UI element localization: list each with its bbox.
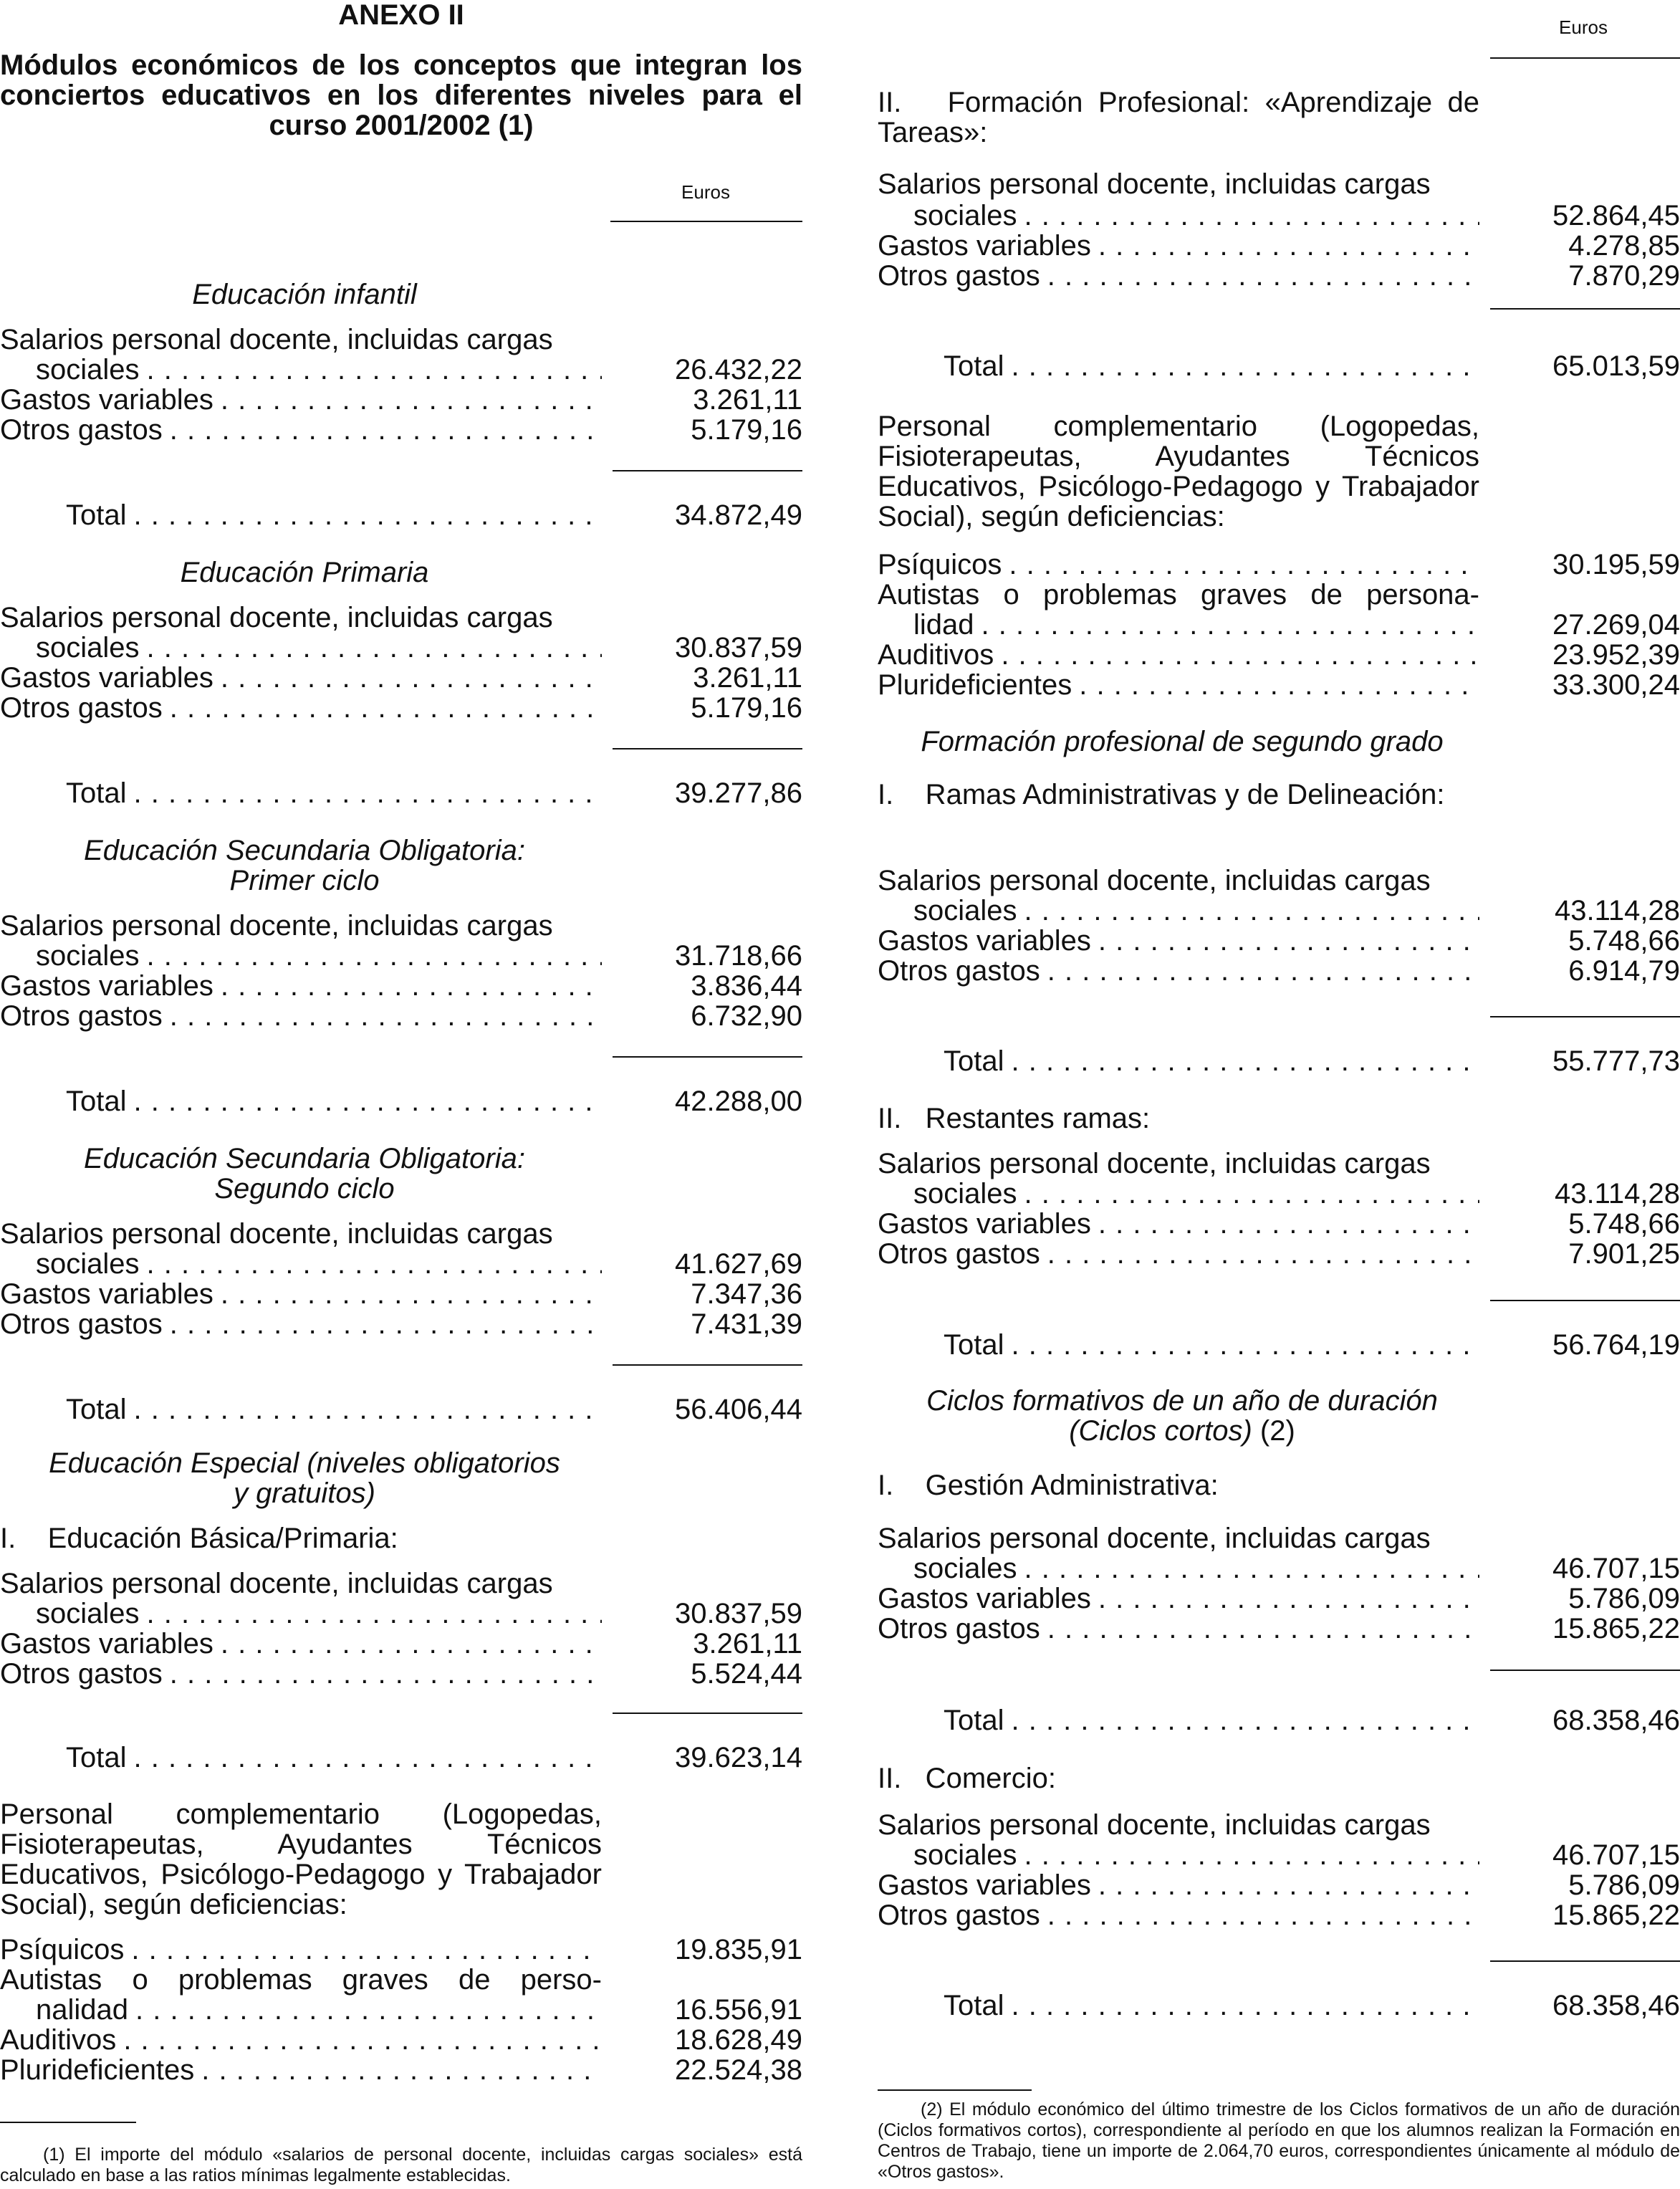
- total-row: [878, 1991, 1680, 2021]
- row-label: Otros gastos: [878, 1613, 1040, 1644]
- salarios-label-line1: Salarios personal docente, incluidas cargas: [0, 910, 553, 942]
- row-value: 7.870,29: [1568, 260, 1680, 292]
- row-label: Plurideficientes: [878, 669, 1072, 701]
- section-subtitle-ciclos-cortos: [878, 1416, 1487, 1446]
- row-label: Auditivos: [878, 639, 994, 671]
- subsection-aprendizaje-de-tareas: II. Formación Profesional: «Aprendizaje de Tareas»:: [878, 87, 1487, 148]
- leader-dots: [140, 355, 602, 385]
- row-value: 31.718,66: [675, 940, 802, 972]
- leader-dots: [127, 778, 603, 808]
- row-value: 46.707,15: [1552, 1839, 1680, 1871]
- row-label: Gastos variables: [878, 925, 1091, 957]
- row-value: 30.837,59: [675, 632, 802, 664]
- leader-dots: [128, 1995, 602, 2025]
- footnote-rule: [878, 2089, 1032, 2091]
- row-value: 23.952,39: [1552, 639, 1680, 671]
- leader-dots: [974, 610, 1479, 640]
- otros-gastos-row: [878, 261, 1680, 291]
- plurideficientes-row: [0, 2055, 802, 2085]
- gastos-variables-row: [0, 385, 802, 415]
- leader-dots: [140, 633, 602, 663]
- leader-dots: [213, 1279, 602, 1309]
- total-rule: [613, 1713, 802, 1714]
- otros-gastos-row: [0, 693, 802, 723]
- row-value: 5.179,16: [691, 414, 802, 446]
- leader-dots: [1091, 926, 1479, 956]
- gastos-variables-row: [878, 926, 1680, 956]
- row-value: 39.277,86: [675, 777, 802, 809]
- row-label: Gastos variables: [0, 970, 213, 1002]
- total-rule: [1490, 1960, 1680, 1962]
- total-rule: [1490, 1016, 1680, 1017]
- leader-dots: [213, 1629, 602, 1659]
- leader-dots: [1004, 1330, 1480, 1360]
- autistas-label-line1: Autistas o problemas graves de perso-: [0, 1964, 602, 1996]
- row-value: 7.347,36: [691, 1278, 802, 1310]
- section-title-eso-primer-ciclo: Educación Secundaria Obligatoria:: [84, 835, 525, 866]
- document-title: Módulos económicos de los conceptos que integran los conciertos educativos en los diferentes niveles para el curso 2001/2002 (1): [0, 49, 802, 141]
- gastos-variables-row: [0, 971, 802, 1001]
- row-label: Psíquicos: [878, 549, 1002, 580]
- leader-dots: [1040, 1239, 1479, 1269]
- personal-complementario-text: Personal complementario (Logopedas, Fisioterapeutas, Ayudantes Técnicos Educativos, Psicólogo-Pedagogo y Trabajador Social), según deficiencias:: [878, 411, 1479, 532]
- section-title-educacion-primaria: Educación Primaria: [180, 557, 429, 588]
- otros-gastos-row: [878, 956, 1680, 986]
- gastos-variables-row: [0, 1279, 802, 1309]
- leader-dots: [213, 385, 602, 415]
- row-value: 6.732,90: [691, 1000, 802, 1032]
- section-subtitle-educacion-especial: y gratuitos): [234, 1477, 375, 1509]
- section-title-educacion-especial: Educación Especial (niveles obligatorios: [49, 1447, 560, 1479]
- section-title-eso-segundo-ciclo: Educación Secundaria Obligatoria:: [84, 1143, 525, 1174]
- row-label: Total: [944, 1990, 1004, 2021]
- row-label: Otros gastos: [0, 414, 163, 446]
- euros-rule: [1490, 57, 1680, 59]
- row-label: Auditivos: [0, 2024, 117, 2056]
- salarios-label-line1: Salarios personal docente, incluidas cargas: [878, 1148, 1431, 1179]
- total-row: [878, 1705, 1680, 1735]
- total-rule: [613, 1364, 802, 1366]
- row-value: 26.432,22: [675, 354, 802, 385]
- leader-dots: [127, 500, 603, 530]
- leader-dots: [1040, 1900, 1479, 1930]
- row-label: Total: [66, 1394, 127, 1425]
- row-value: 16.556,91: [675, 1994, 802, 2026]
- row-value: 68.358,46: [1552, 1705, 1680, 1736]
- euros-rule: [610, 221, 802, 222]
- leader-dots: [1017, 1553, 1479, 1584]
- leader-dots: [1091, 231, 1479, 261]
- row-label: Otros gastos: [0, 1658, 163, 1690]
- row-value: 6.914,79: [1568, 955, 1680, 987]
- row-value: 27.269,04: [1552, 609, 1680, 641]
- leader-dots: [163, 693, 602, 723]
- salarios-label-line1: Salarios personal docente, incluidas cargas: [0, 1568, 553, 1599]
- row-value: 43.114,28: [1555, 895, 1680, 926]
- total-rule: [1490, 1300, 1680, 1301]
- row-label: Otros gastos: [878, 1900, 1040, 1931]
- total-rule: [1490, 1670, 1680, 1671]
- leader-dots: [194, 2055, 602, 2085]
- row-label: Total: [944, 1045, 1004, 1077]
- total-rule: [613, 470, 802, 471]
- row-value: 5.786,09: [1568, 1869, 1680, 1901]
- leader-dots: [1091, 1209, 1479, 1239]
- leader-dots: [1017, 201, 1479, 231]
- total-row: [0, 500, 802, 530]
- salarios-label-line1: Salarios personal docente, incluidas cargas: [0, 324, 553, 355]
- autistas-row: [0, 1995, 802, 2025]
- subsection-educacion-basica: I. Educación Básica/Primaria:: [0, 1523, 398, 1554]
- otros-gastos-row: [0, 415, 802, 445]
- row-value: 5.748,66: [1568, 1208, 1680, 1240]
- row-label: Otros gastos: [878, 955, 1040, 987]
- row-value: 5.786,09: [1568, 1583, 1680, 1614]
- row-value: 7.431,39: [691, 1308, 802, 1340]
- row-value: 33.300,24: [1552, 669, 1680, 701]
- otros-gastos-row: [878, 1614, 1680, 1644]
- subsection-restantes-ramas: II. Restantes ramas:: [878, 1103, 1151, 1134]
- row-value: 56.406,44: [675, 1394, 802, 1425]
- leader-dots: [127, 1086, 603, 1116]
- section-title-ciclos-formativos: Ciclos formativos de un año de duración: [926, 1385, 1438, 1417]
- leader-dots: [116, 2025, 602, 2055]
- leader-dots: [127, 1394, 603, 1424]
- row-label: sociales: [913, 1553, 1017, 1584]
- personal-complementario-text: Personal complementario (Logopedas, Fisioterapeutas, Ayudantes Técnicos Educativos, Psicólogo-Pedagogo y Trabajador Social), según deficiencias:: [0, 1798, 602, 1920]
- otros-gastos-row: [878, 1239, 1680, 1269]
- salarios-label-line1: Salarios personal docente, incluidas cargas: [878, 1809, 1431, 1841]
- row-label: Gastos variables: [878, 230, 1091, 262]
- row-value: 55.777,73: [1552, 1045, 1680, 1077]
- row-value: 65.013,59: [1552, 350, 1680, 382]
- row-label: nalidad: [36, 1994, 129, 2026]
- total-row: [878, 1046, 1680, 1076]
- row-value: 5.179,16: [691, 692, 802, 724]
- gastos-variables-row: [878, 231, 1680, 261]
- total-row: [0, 1086, 802, 1116]
- leader-dots: [1040, 1614, 1479, 1644]
- salarios-label-line1: Salarios personal docente, incluidas cargas: [878, 865, 1431, 896]
- leader-dots: [1017, 1840, 1479, 1870]
- salarios-label-line1: Salarios personal docente, incluidas cargas: [0, 602, 553, 633]
- psiquicos-row: [878, 550, 1680, 580]
- row-label: Otros gastos: [878, 1238, 1040, 1270]
- total-row: [0, 778, 802, 808]
- row-value: 56.764,19: [1552, 1329, 1680, 1361]
- row-label: sociales: [913, 1178, 1017, 1210]
- sociales-row: [0, 633, 802, 663]
- subsection-ramas-administrativas: I. Ramas Administrativas y de Delineación:: [878, 779, 1445, 810]
- row-label: Gastos variables: [0, 384, 213, 416]
- salarios-label-line1: Salarios personal docente, incluidas cargas: [878, 168, 1431, 200]
- row-label: sociales: [913, 895, 1017, 926]
- leader-dots: [1004, 1991, 1480, 2021]
- sociales-row: [0, 1599, 802, 1629]
- row-label: Total: [944, 1329, 1004, 1361]
- leader-dots: [1004, 351, 1480, 381]
- subsection-gestion-administrativa: I. Gestión Administrativa:: [878, 1470, 1219, 1501]
- otros-gastos-row: [0, 1001, 802, 1031]
- autistas-row: [878, 610, 1680, 640]
- gastos-variables-row: [878, 1209, 1680, 1239]
- total-rule: [613, 1056, 802, 1058]
- auditivos-row: [878, 640, 1680, 670]
- sociales-row: [878, 201, 1680, 231]
- euros-column-label: Euros: [681, 181, 730, 203]
- leader-dots: [1004, 1705, 1480, 1735]
- subsection-comercio: II. Comercio:: [878, 1763, 1056, 1794]
- leader-dots: [163, 1659, 602, 1689]
- total-rule: [1490, 308, 1680, 310]
- row-value: 68.358,46: [1552, 1990, 1680, 2021]
- leader-dots: [140, 1249, 602, 1279]
- row-label: Gastos variables: [0, 662, 213, 694]
- leader-dots: [1002, 550, 1479, 580]
- leader-dots: [1091, 1870, 1479, 1900]
- row-label: Total: [66, 777, 127, 809]
- row-value: 3.836,44: [691, 970, 802, 1002]
- total-row: [0, 1743, 802, 1773]
- row-label: Otros gastos: [0, 1000, 163, 1032]
- gastos-variables-row: [0, 1629, 802, 1659]
- auditivos-row: [0, 2025, 802, 2055]
- leader-dots: [213, 663, 602, 693]
- row-label: Total: [944, 1705, 1004, 1736]
- psiquicos-row: [0, 1935, 802, 1965]
- autistas-label-line1: Autistas o problemas graves de persona-: [878, 579, 1479, 610]
- sociales-row: [0, 941, 802, 971]
- sociales-row: [878, 1840, 1680, 1870]
- total-rule: [613, 748, 802, 749]
- footnote-rule: [0, 2122, 136, 2123]
- row-value: 30.837,59: [675, 1598, 802, 1629]
- row-value: 3.261,11: [693, 1628, 802, 1659]
- row-value: 15.865,22: [1552, 1900, 1680, 1931]
- row-value: 43.114,28: [1555, 1178, 1680, 1210]
- euros-column-label: Euros: [1559, 16, 1608, 38]
- row-value: 22.524,38: [675, 2054, 802, 2086]
- row-value: 3.261,11: [693, 384, 802, 416]
- row-label: Total: [66, 1086, 127, 1117]
- personal-complementario-paragraph: [0, 1799, 602, 1920]
- row-value: 42.288,00: [675, 1086, 802, 1117]
- leader-dots: [1040, 261, 1479, 291]
- leader-dots: [163, 1001, 602, 1031]
- leader-dots: [124, 1935, 602, 1965]
- row-label: Otros gastos: [0, 1308, 163, 1340]
- row-value: 34.872,49: [675, 499, 802, 531]
- salarios-label-line1: Salarios personal docente, incluidas cargas: [0, 1218, 553, 1250]
- annex-heading: ANEXO II: [338, 0, 464, 31]
- row-label: sociales: [36, 1598, 140, 1629]
- gastos-variables-row: [878, 1870, 1680, 1900]
- row-value: 4.278,85: [1568, 230, 1680, 262]
- footnote-ref-2: (2): [1252, 1415, 1295, 1447]
- section-title-fp-segundo-grado: Formación profesional de segundo grado: [921, 726, 1444, 757]
- otros-gastos-row: [878, 1900, 1680, 1930]
- section-subtitle-segundo-ciclo: Segundo ciclo: [214, 1173, 395, 1204]
- row-label: Total: [944, 350, 1004, 382]
- row-label: sociales: [36, 632, 140, 664]
- row-label: Gastos variables: [0, 1278, 213, 1310]
- leader-dots: [163, 1309, 602, 1339]
- sociales-row: [878, 1553, 1680, 1584]
- row-value: 15.865,22: [1552, 1613, 1680, 1644]
- total-row: [0, 1394, 802, 1424]
- row-value: 41.627,69: [675, 1248, 802, 1280]
- total-row: [878, 1330, 1680, 1360]
- row-label: Gastos variables: [878, 1208, 1091, 1240]
- leader-dots: [1072, 670, 1479, 700]
- row-value: 5.748,66: [1568, 925, 1680, 957]
- leader-dots: [994, 640, 1479, 670]
- leader-dots: [1040, 956, 1479, 986]
- row-label: sociales: [913, 1839, 1017, 1871]
- sociales-row: [0, 1249, 802, 1279]
- row-value: 46.707,15: [1552, 1553, 1680, 1584]
- personal-complementario-paragraph: [878, 411, 1479, 532]
- section-title-educacion-infantil: Educación infantil: [192, 279, 417, 310]
- row-label: Psíquicos: [0, 1934, 125, 1965]
- section-subtitle-primer-ciclo: Primer ciclo: [229, 865, 380, 896]
- row-value: 7.901,25: [1568, 1238, 1680, 1270]
- sociales-row: [878, 896, 1680, 926]
- row-label: Plurideficientes: [0, 2054, 195, 2086]
- row-value: 5.524,44: [691, 1658, 802, 1690]
- leader-dots: [163, 415, 602, 445]
- leader-dots: [1004, 1046, 1480, 1076]
- leader-dots: [127, 1743, 603, 1773]
- ciclos-cortos-text: (Ciclos cortos): [1069, 1415, 1252, 1447]
- row-value: 52.864,45: [1552, 200, 1680, 231]
- row-label: Total: [66, 1742, 127, 1773]
- row-value: 18.628,49: [675, 2024, 802, 2056]
- leader-dots: [140, 1599, 602, 1629]
- salarios-label-line1: Salarios personal docente, incluidas cargas: [878, 1523, 1431, 1554]
- row-value: 39.623,14: [675, 1742, 802, 1773]
- row-label: Total: [66, 499, 127, 531]
- sociales-row: [878, 1179, 1680, 1209]
- row-value: 30.195,59: [1552, 549, 1680, 580]
- gastos-variables-row: [0, 663, 802, 693]
- row-value: 19.835,91: [675, 1934, 802, 1965]
- footnote-2: (2) El módulo económico del último trimestre de los Ciclos formativos de un año de duración (Ciclos formativos cortos), correspondiente al período en que los alumnos realizan la Formación en Centros de Trabajo, tiene un importe de 2.064,70 euros, correspondientes únicamente al módulo de «Otros gastos».: [878, 2099, 1680, 2182]
- row-value: 3.261,11: [693, 662, 802, 694]
- otros-gastos-row: [0, 1659, 802, 1689]
- row-label: Gastos variables: [0, 1628, 213, 1659]
- sociales-row: [0, 355, 802, 385]
- otros-gastos-row: [0, 1309, 802, 1339]
- leader-dots: [140, 941, 602, 971]
- leader-dots: [1091, 1584, 1479, 1614]
- total-row: [878, 351, 1680, 381]
- leader-dots: [213, 971, 602, 1001]
- row-label: sociales: [913, 200, 1017, 231]
- row-label: Otros gastos: [0, 692, 163, 724]
- row-label: Otros gastos: [878, 260, 1040, 292]
- row-label: lidad: [913, 609, 974, 641]
- footnote-1: (1) El importe del módulo «salarios de personal docente, incluidas cargas sociales» está calculado en base a las ratios mínimas legalmente establecidas.: [0, 2145, 802, 2185]
- row-label: sociales: [36, 1248, 140, 1280]
- row-label: sociales: [36, 940, 140, 972]
- leader-dots: [1017, 1179, 1479, 1209]
- row-label: sociales: [36, 354, 140, 385]
- row-label: Gastos variables: [878, 1869, 1091, 1901]
- leader-dots: [1017, 896, 1479, 926]
- gastos-variables-row: [878, 1584, 1680, 1614]
- row-label: Gastos variables: [878, 1583, 1091, 1614]
- plurideficientes-row: [878, 670, 1680, 700]
